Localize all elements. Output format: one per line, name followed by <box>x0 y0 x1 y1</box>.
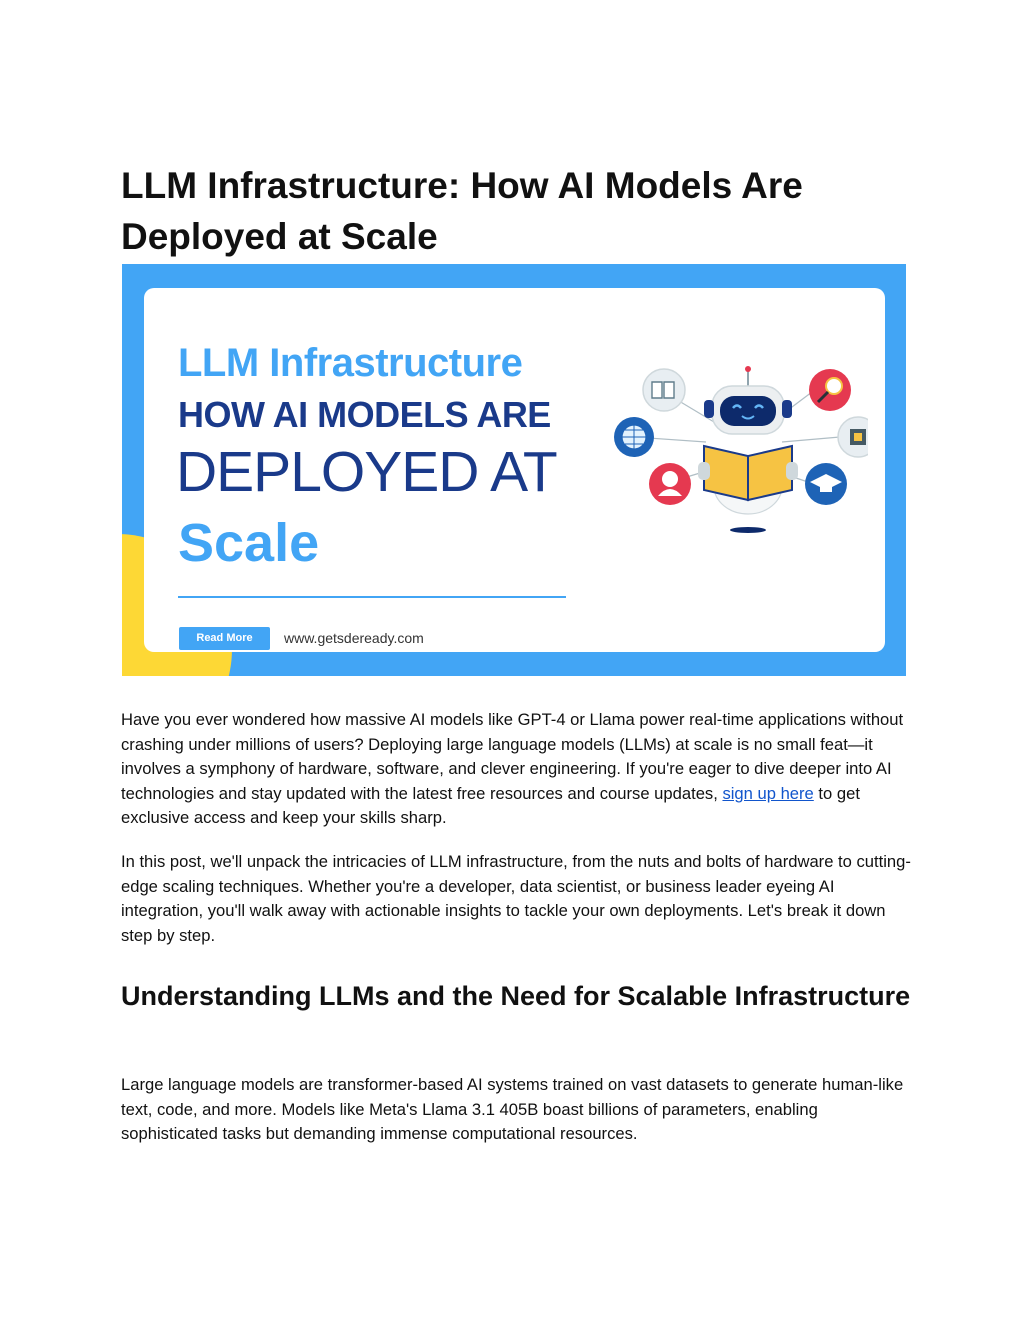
intro-text: Have you ever wondered how massive AI models like GPT-4 or Llama power real-time applications without crashing under millions of users? Deploying large language models (LLMs) at scale is no small feat—it involves a symphony of hardware, software, and clever engineering. If you're eager to dive deeper into AI technologies and stay updated with the latest free resources and course updates, <box>121 710 904 803</box>
section-heading: Understanding LLMs and the Need for Scalable Infrastructure <box>121 981 911 1011</box>
hero-divider <box>178 596 566 598</box>
hero-heading-line3: DEPLOYED AT <box>176 440 557 504</box>
section-paragraph: Large language models are transformer-based AI systems trained on vast datasets to generate human-like text, code, and more. Models like Meta's Llama 3.1 405B boast billions of parameters, enabling sophisticated tasks but demanding immense computational resources. <box>121 1075 904 1143</box>
site-url: www.getsdeready.com <box>284 630 424 646</box>
hero-banner-image <box>122 264 906 676</box>
hero-heading-line2: HOW AI MODELS ARE <box>178 394 551 435</box>
hero-heading-line1: LLM Infrastructure <box>178 341 523 385</box>
intro-text-end: to get exclusive access and keep your skills sharp. <box>121 783 860 827</box>
overview-paragraph: In this post, we'll unpack the intricacies of LLM infrastructure, from the nuts and bolts of hardware to cutting-edge scaling techniques. Whether you're a developer, data scientist, or business leader eyeing AI integration, you'll walk away with actionable insights to tackle your own deployments. Let's break it down step by step. <box>121 852 911 945</box>
intro-paragraph <box>121 708 911 831</box>
hero-card <box>144 288 885 652</box>
robot-reading-book-icon <box>612 366 868 536</box>
sign-up-link[interactable]: sign up here <box>722 783 814 803</box>
read-more-button: Read More <box>179 627 270 650</box>
article-title: LLM Infrastructure: How AI Models Are Deployed at Scale <box>121 165 803 257</box>
hero-heading-line4: Scale <box>178 513 320 573</box>
